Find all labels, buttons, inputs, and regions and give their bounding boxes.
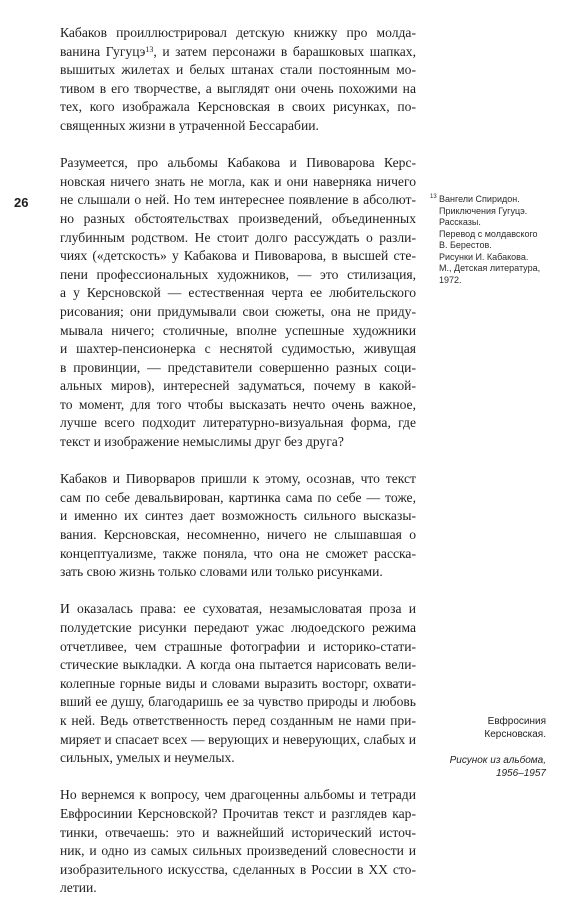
text-line: то момент, для того чтобы высказать нечто очень важное, — [60, 396, 416, 412]
main-text — [60, 24, 416, 917]
text-line: Евфросинии Керсновской? Прочитав текст и разглядев кар- — [60, 805, 416, 821]
text-line: и именно их синтез дает возможность сильного высказы- — [60, 508, 416, 524]
caption-author: Евфросиния — [487, 716, 546, 727]
text-line: новская ничего знать не могла, как и они наверняка ничего — [60, 173, 416, 189]
text-line: зать свою жизнь только словами или только рисунками. — [60, 564, 383, 580]
text-line: Разумеется, про альбомы Кабакова и Пивоварова Керс- — [60, 155, 416, 171]
text-line: вший ее душу, благодаришь ее за чувство природы и любовь — [60, 694, 416, 710]
footnote-line: Приключения Гугуцэ. — [439, 205, 528, 216]
text-line: но разных обстоятельствах произведений, объединенных — [60, 210, 416, 226]
footnote-line: Перевод с молдавского — [439, 228, 538, 239]
text-line: тех, кого изображала Керсновская в своих рисунках, по- — [60, 99, 416, 115]
footnote-reference: 13 — [145, 44, 154, 54]
paragraph-2 — [60, 154, 416, 452]
text-line: колепные горные виды и словами выразить восторг, охвати- — [60, 675, 416, 691]
text-line: в провинции, — представители совершенно разных соци- — [60, 359, 416, 375]
text-line: концептуализме, также поняла, что она не сможет расска- — [60, 545, 416, 561]
footnote-line: Вангели Спиридон. — [439, 194, 520, 204]
text-line: сам по себе девальвирован, картинка сама по себе — тоже, — [60, 489, 416, 505]
text-line: отчетливее, чем страшные фотографии и историко-стати- — [60, 638, 416, 654]
text-fragment: , и затем персонажи в барашковых шапках, — [153, 43, 416, 59]
caption-author: Керсновская. — [484, 729, 546, 740]
page-number: 26 — [14, 195, 29, 210]
text-line: Но вернемся к вопросу, чем драгоценны альбомы и тетради — [60, 787, 416, 803]
text-fragment: ванина Гугуцэ — [60, 43, 146, 59]
text-line: миряет и спасает всех — верующих и неверующих, слабых и — [60, 731, 416, 747]
text-line: сильных, умелых и неумелых. — [60, 750, 235, 766]
paragraph-4 — [60, 600, 416, 767]
caption-source: Рисунок из альбома, — [449, 755, 546, 766]
text-line — [60, 43, 416, 62]
text-line: и шахтер-пенсионерка с неснятой судимостью, живущая — [60, 341, 416, 357]
text-line: рисования; они придумывали свои сюжеты, она не приду- — [60, 303, 416, 319]
text-line: вышитых жилетах и белых штанах стали постоянным мо- — [60, 62, 416, 78]
text-line: пени профессиональных художников, — это стилизация, — [60, 266, 416, 282]
text-line: И оказалась права: ее суховатая, незамысловатая проза и — [60, 601, 416, 617]
image-caption — [376, 715, 546, 780]
paragraph-1 — [60, 24, 416, 136]
text-line: Кабаков проиллюстрировал детскую книжку про молда- — [60, 25, 416, 40]
text-line: священных жизни в утраченной Бессарабии. — [60, 117, 319, 133]
paragraph-5 — [60, 786, 416, 898]
footnote-line: Рассказы. — [439, 217, 481, 227]
text-line: лучше всего подходит литературно-визуальная форма, где — [60, 415, 416, 431]
text-line: полудетские рисунки передают ужас людоедского режима — [60, 620, 416, 635]
paragraph-3 — [60, 470, 416, 582]
caption-spacer — [376, 741, 546, 754]
footnote-body — [439, 194, 560, 286]
text-line: летии. — [60, 880, 97, 896]
text-line: а у Керсновской — естественная черта ее любительского — [60, 285, 416, 301]
footnote-number: 13 — [430, 194, 437, 200]
text-line: стические выкладки. А когда она пытается нарисовать вели- — [60, 657, 416, 673]
text-line: изобразительного искусства, сделанных в России в XX сто- — [60, 861, 416, 877]
text-line: вания. Керсновская, несомненно, ничего не слышавшая о — [60, 527, 416, 543]
text-line: текст и изображение немыслимы друг без друга? — [60, 434, 344, 450]
footnote-line: 1972. — [439, 274, 462, 285]
text-line: к ней. Ведь ответственность перед созданным не нами при- — [60, 712, 416, 728]
text-line: глубинным родством. Не стоит долго рассуждать о разли- — [60, 229, 416, 245]
text-line: Кабаков и Пиворваров пришли к этому, осознав, что текст — [60, 471, 416, 487]
text-line: тинки, отвечаешь: это и важнейший исторический источ- — [60, 824, 416, 840]
footnote-line: В. Берестов. — [439, 240, 492, 250]
caption-source: 1956–1957 — [495, 768, 546, 779]
footnote-line: М., Детская литература, — [439, 263, 541, 273]
sidenote-footnote — [430, 194, 560, 286]
text-line: ник, и одно из самых сильных произведений словесности и — [60, 843, 416, 859]
text-line: чиях («детскость» у Кабакова и Пивоварова, в высшей сте- — [60, 248, 416, 264]
footnote-line: Рисунки И. Кабакова. — [439, 251, 529, 262]
text-line: мывала ничего; столичные, вполне успешные художники — [60, 322, 416, 338]
text-line: тивом в его творчестве, а выглядят они очень похожими на — [60, 80, 416, 96]
text-line: альных миров), интересней задуматься, почему в какой- — [60, 378, 416, 394]
text-line: не слышали о ней. Но тем интереснее появление в абсолют- — [60, 192, 416, 208]
